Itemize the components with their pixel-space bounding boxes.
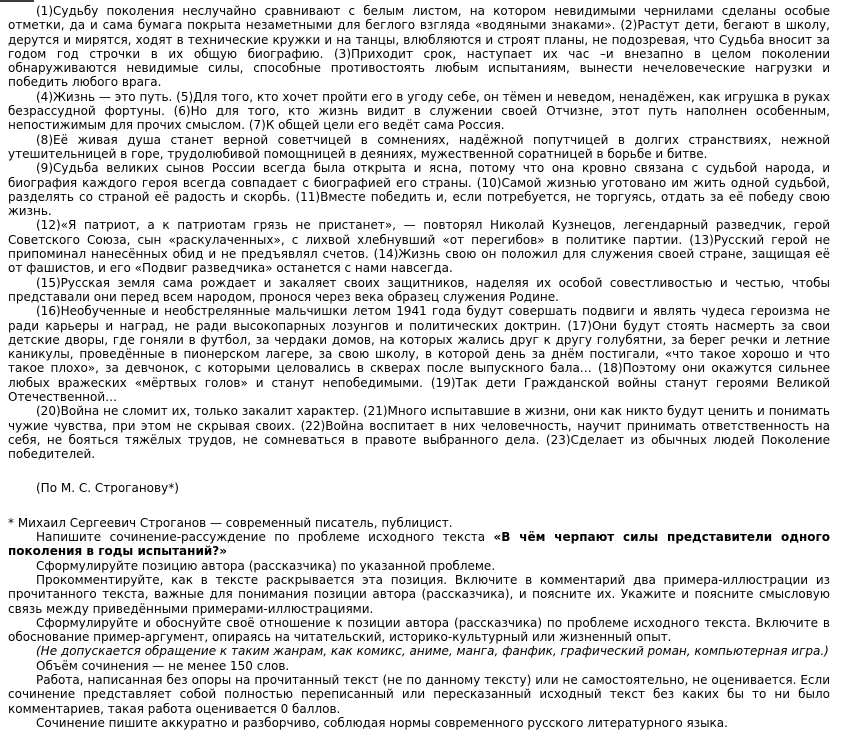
- spacer: [8, 495, 830, 516]
- text-paragraph-2: (4)Жизнь — это путь. (5)Для того, кто хочет пройти его в угоду себе, он тёмен и неведом, ненадёжен, как игрушка в руках безрассудной фортуны. (6)Но для того, кто жизнь видит в служении своей Отчизне, этот путь наполнен особенным, непостижимым для прочих смыслом. (7)К общей цели его ведёт сама Россия.: [8, 89, 830, 133]
- footnote: * Михаил Сергеевич Строганов — современный писатель, публицист.: [8, 515, 453, 530]
- text-paragraph-4: (9)Судьба великих сынов России всегда была открыта и ясна, потому что она кровно связана с судьбой народа, и биография каждого героя всегда совпадает с биографией его страны. (10)Самой жизнью уготовано им жить одной судьбой, разделять со страной её радость и скорбь. (11)Вместе победить и, если потребуется, не торгуясь, отдать за её победу свою жизнь.: [8, 161, 830, 219]
- document-body: [8, 4, 830, 730]
- task-intro-text: Напишите сочинение-рассуждение по проблеме исходного текста: [36, 530, 494, 545]
- task-question: «В чём черпают силы представители одного поколения в годы испытаний?»: [8, 530, 830, 559]
- text-paragraph-7: (16)Необученные и необстрелянные мальчишки летом 1941 года будут совершать подвиги и являть чудеса героизма не ради карьеры и наград, не ради высокопарных лозунгов и политических доктрин. (17)Они будут стоять насмерть за свои детские дворы, где гоняли в футбол, за чердаки домов, на которых жались друг к другу голубятни, за берег речки и летние каникулы, проведённые в пионерском лагере, за свою школу, в которой день за днём постигали, «что такое хорошо и что такое плохо», за девчонок, с которыми целовались в скверах после выпускного бала… (18)Поэтому они окажутся сильнее любых вражеских «мёртвых голов» и станут непобедимыми. (19)Так дети Гражданской войны станут героями Великой Отечественной…: [8, 304, 830, 405]
- task-item-4: (Не допускается обращение к таким жанрам, как комикс, аниме, манга, фанфик, графический роман, компьютерная игра.): [36, 644, 829, 659]
- text-paragraph-1: (1)Судьбу поколения неслучайно сравнивают с белым листом, на котором невидимыми чернилами сделаны особые отметки, да и сама бумага покрыта незаметными для беглого взгляда «водяными знаками». (2)Растут дети, бегают в школу, дерутся и мирятся, ходят в технические кружки и на танцы, влюбляются и строят планы, не подозревая, что Судьба вносит за годом год строчки в их общую биографию. (3)Приходит срок, наступает их час –и внезапно в целом поколении обнаруживаются невидимые силы, способные противостоять любым испытаниям, вынести нечеловеческие нагрузки и победить любого врага.: [8, 4, 830, 90]
- text-paragraph-3: (8)Её живая душа станет верной советчицей в сомнениях, надёжной попутчицей в долгих странствиях, нежной утешительницей в горе, трудолюбивой помощницей в деяниях, мужественной соратницей в борьбе и битве.: [8, 132, 830, 161]
- text-paragraph-5: (12)«Я патриот, а к патриотам грязь не пристанет», — повторял Николай Кузнецов, легендарный разведчик, герой Советского Союза, сын «раскулаченных», с лихвой хлебнувший «от перегибов» в политике партии. (13)Русский герой не припоминал нанесённых обид и не предъявлял счетов. (14)Жизнь свою он положил для служения своей стране, защищая её от фашистов, и его «Подвиг разведчика» останется с нами навсегда.: [8, 218, 830, 276]
- task-item-3: Сформулируйте и обоснуйте своё отношение к позиции автора (рассказчика) по проблеме исходного текста. Включите в обоснование пример-аргумент, опираясь на читательский, историко-культурный или жизненный опыт.: [8, 615, 830, 645]
- task-intro: [8, 530, 830, 559]
- text-paragraph-8: (20)Война не сломит их, только закалит характер. (21)Много испытавшие в жизни, они как никто будут ценить и понимать чужие чувства, при этом не скрывая своих. (22)Война воспитает в них человечность, научит принимать ответственность на себя, не бояться тяжёлых трудов, не сомневаться в правоте выбранного дела. (23)Сделает из обычных людей Поколение победителей.: [8, 404, 830, 462]
- task-item-1: Сформулируйте позицию автора (рассказчика) по указанной проблеме.: [36, 558, 496, 573]
- spacer: [8, 462, 830, 481]
- task-item-6: Работа, написанная без опоры на прочитанный текст (не по данному тексту) или не самостоятельно, не оценивается. Если сочинение представляет собой полностью переписанный или пересказанный исходный текст без каких бы то ни было комментариев, такая работа оценивается 0 баллов.: [8, 673, 830, 716]
- task-item-7: Сочинение пишите аккуратно и разборчиво, соблюдая нормы современного русского литературного языка.: [36, 715, 728, 730]
- text-paragraph-6: (15)Русская земля сама рождает и закаляет своих защитников, наделяя их особой совестливостью и честью, чтобы представали они перед всем народом, пронося через века образец служения Родине.: [8, 275, 830, 304]
- task-item-5: Объём сочинения — не менее 150 слов.: [36, 658, 290, 673]
- source-attribution: (По М. С. Строганову*): [36, 480, 179, 495]
- top-edge-mark: [0, 0, 34, 2]
- task-item-2: Прокомментируйте, как в тексте раскрывается эта позиция. Включите в комментарий два примера-иллюстрации из прочитанного текста, важные для понимания позиции автора (рассказчика), и поясните их. Укажите и поясните смысловую связь между приведёнными примерами-иллюстрациями.: [8, 572, 830, 616]
